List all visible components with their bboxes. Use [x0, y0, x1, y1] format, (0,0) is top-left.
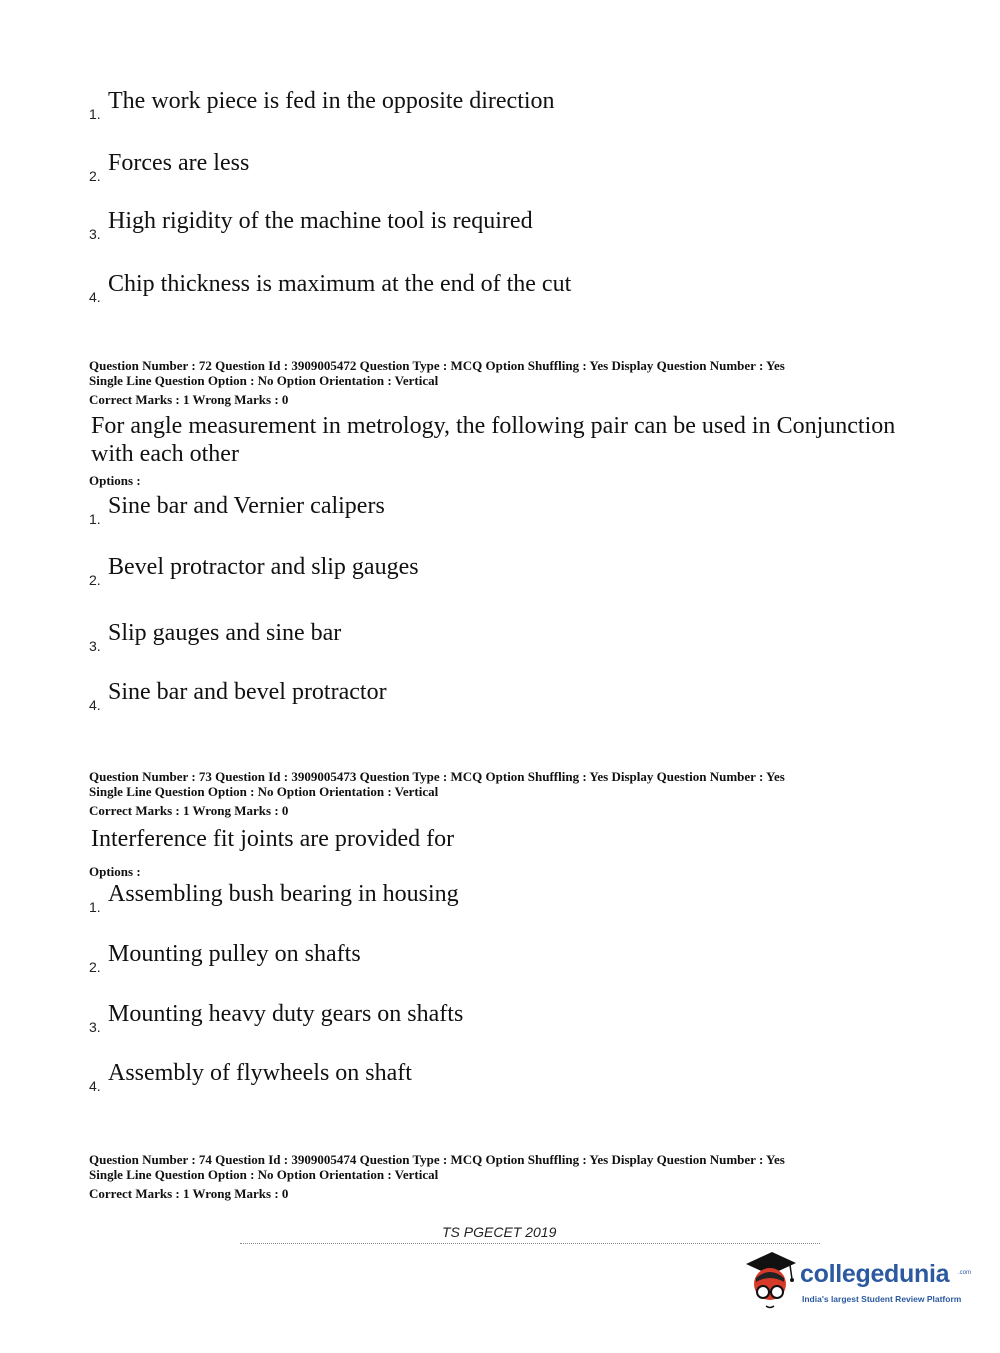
- option-text: High rigidity of the machine tool is required: [108, 208, 533, 234]
- option-text: Mounting heavy duty gears on shafts: [108, 1001, 464, 1027]
- option-number: 1.: [89, 106, 101, 122]
- options-label: Options :: [89, 864, 141, 879]
- option-text: The work piece is fed in the opposite direction: [108, 88, 555, 114]
- meta-line-2: Single Line Question Option : No Option Orientation : Vertical: [89, 373, 439, 388]
- option-text: Bevel protractor and slip gauges: [108, 554, 419, 580]
- option-text: Forces are less: [108, 150, 250, 176]
- option-number: 2.: [89, 959, 101, 975]
- question-marks: Correct Marks : 1 Wrong Marks : 0: [89, 1186, 289, 1201]
- question-meta: [89, 1152, 785, 1182]
- option-text: Sine bar and Vernier calipers: [108, 493, 385, 519]
- option-number: 2.: [89, 168, 101, 184]
- meta-line-2: Single Line Question Option : No Option Orientation : Vertical: [89, 1167, 439, 1182]
- question-marks: Correct Marks : 1 Wrong Marks : 0: [89, 803, 289, 818]
- collegedunia-logo: [742, 1248, 972, 1318]
- meta-line-1: Question Number : 73 Question Id : 3909005473 Question Type : MCQ Option Shuffling : Yes Display Question Number : Yes: [89, 769, 785, 784]
- logo-tagline: India's largest Student Review Platform: [802, 1294, 962, 1304]
- question-text: Interference fit joints are provided for: [91, 826, 455, 852]
- option-number: 2.: [89, 572, 101, 588]
- option-text: Sine bar and bevel protractor: [108, 679, 387, 705]
- footer-divider: [240, 1243, 820, 1246]
- option-number: 4.: [89, 1078, 101, 1094]
- option-number: 3.: [89, 1019, 101, 1035]
- option-text: Assembly of flywheels on shaft: [108, 1060, 412, 1086]
- meta-line-2: Single Line Question Option : No Option Orientation : Vertical: [89, 784, 439, 799]
- option-number: 3.: [89, 638, 101, 654]
- option-text: Assembling bush bearing in housing: [108, 881, 459, 907]
- option-number: 4.: [89, 697, 101, 713]
- question-meta: [89, 358, 785, 388]
- option-text: Slip gauges and sine bar: [108, 620, 342, 646]
- question-meta: [89, 769, 785, 799]
- option-text: Mounting pulley on shafts: [108, 941, 361, 967]
- question-marks: Correct Marks : 1 Wrong Marks : 0: [89, 392, 289, 407]
- logo-domain-suffix: .com: [958, 1270, 972, 1276]
- option-number: 1.: [89, 511, 101, 527]
- option-number: 4.: [89, 289, 101, 305]
- logo-wordmark: collegedunia: [800, 1260, 950, 1288]
- option-text: Chip thickness is maximum at the end of the cut: [108, 271, 572, 297]
- meta-line-1: Question Number : 72 Question Id : 3909005472 Question Type : MCQ Option Shuffling : Yes Display Question Number : Yes: [89, 358, 785, 373]
- question-text: For angle measurement in metrology, the following pair can be used in Conjunction with each other: [91, 413, 896, 467]
- option-number: 3.: [89, 226, 101, 242]
- meta-line-1: Question Number : 74 Question Id : 3909005474 Question Type : MCQ Option Shuffling : Yes Display Question Number : Yes: [89, 1152, 785, 1167]
- graduate-mascot-icon: [742, 1248, 798, 1318]
- option-number: 1.: [89, 899, 101, 915]
- page-footer: TS PGECET 2019: [442, 1224, 557, 1240]
- options-label: Options :: [89, 473, 141, 488]
